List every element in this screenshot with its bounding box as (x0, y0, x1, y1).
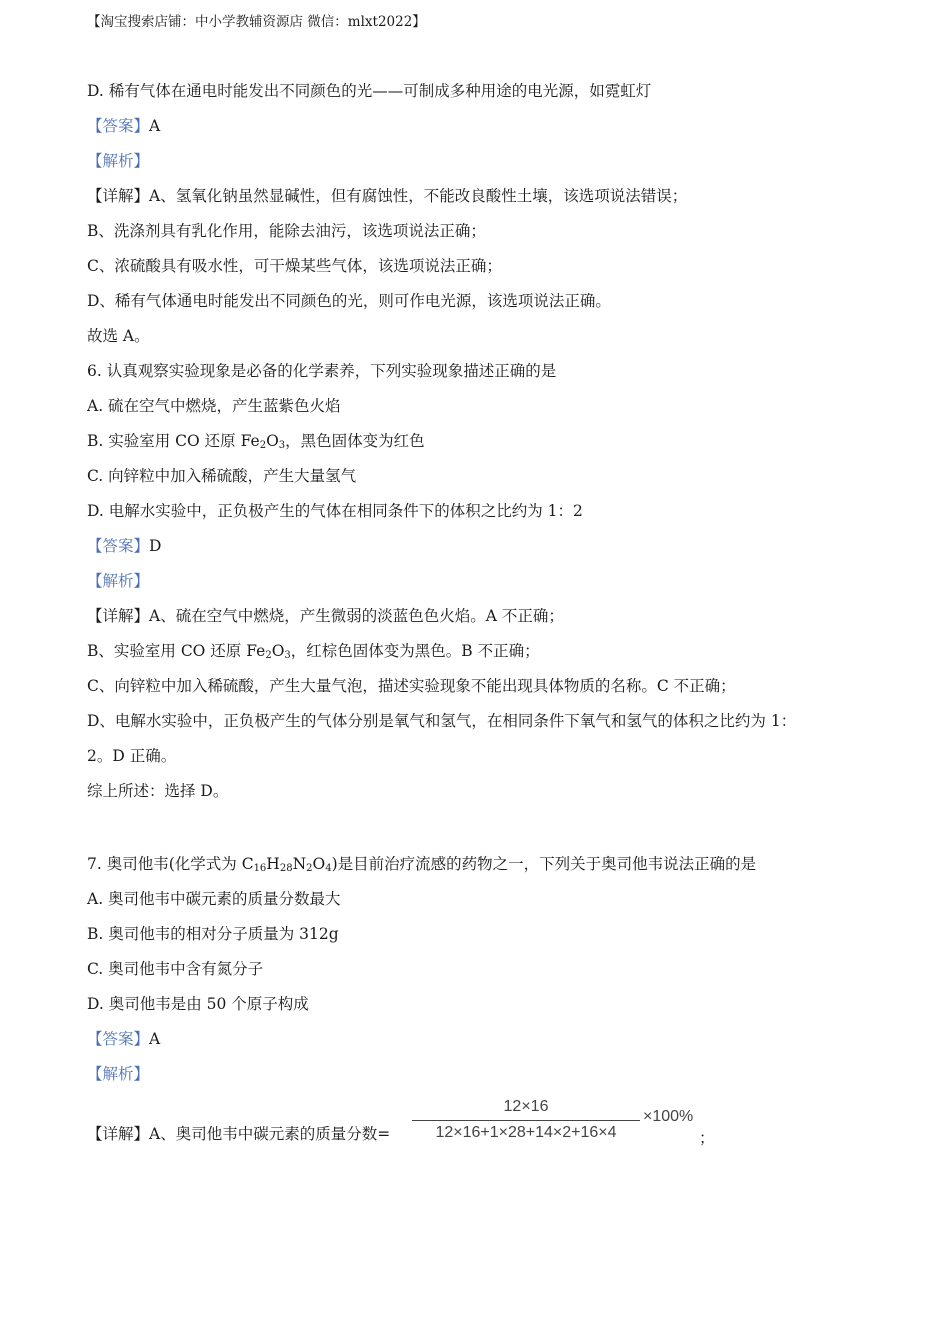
q5-detail-d: D、稀有气体通电时能发出不同颜色的光，则可作电光源，该选项说法正确。 (87, 292, 611, 310)
q7-option-a: A. 奥司他韦中碳元素的质量分数最大 (87, 890, 341, 908)
section-spacer (87, 813, 862, 851)
q7-stem-text: )是目前治疗流感的药物之一，下列关于奥司他韦说法正确的是 (331, 855, 757, 873)
q6-stem: 6. 认真观察实验现象是必备的化学素养，下列实验现象描述正确的是 (87, 362, 557, 380)
q6-option-b-text: O (266, 432, 279, 450)
q6-detail-b-text: ，红棕色固体变为黑色。B 不正确； (290, 642, 540, 660)
formula-percent: ×100% (643, 1108, 694, 1125)
formula-numerator: 12×16 (412, 1096, 640, 1121)
q7-stem-text: O (312, 855, 326, 873)
q5-option-d: D. 稀有气体在通电时能发出不同颜色的光——可制成多种用途的电光源，如霓虹灯 (87, 82, 652, 100)
q6-detail-b-text: O (271, 642, 285, 660)
q6-option-d: D. 电解水实验中，正负极产生的气体在相同条件下的体积之比约为 1：2 (87, 502, 583, 520)
q7-option-d: D. 奥司他韦是由 50 个原子构成 (87, 995, 309, 1013)
q7-detail-a-lead: 【详解】A、奥司他韦中碳元素的质量分数= (87, 1125, 391, 1143)
q6-detail-b-text: B、实验室用 CO 还原 Fe (87, 642, 266, 660)
subscript: 3 (278, 440, 286, 451)
subscript: 2 (265, 650, 272, 661)
q6-option-c: C. 向锌粒中加入稀硫酸，产生大量氢气 (87, 467, 357, 485)
q5-analysis-tag: 【解析】 (87, 152, 150, 170)
q6-detail-c: C、向锌粒中加入稀硫酸，产生大量气泡，描述实验现象不能出现具体物质的名称。C 不正确； (87, 677, 736, 695)
q7-answer (87, 1026, 862, 1061)
q7-detail-a (87, 1096, 862, 1154)
q7-stem-text: 7. 奥司他韦(化学式为 C (87, 855, 254, 873)
q6-option-a: A. 硫在空气中燃烧，产生蓝紫色火焰 (87, 397, 341, 415)
q6-option-b-text: B. 实验室用 CO 还原 Fe (87, 432, 260, 450)
q7-stem (87, 851, 862, 886)
q7-stem-text: N (292, 855, 307, 873)
answer-value: A (149, 117, 161, 135)
answer-tag: 【答案】 (87, 117, 150, 135)
q6-option-b (87, 428, 862, 463)
q6-detail-d-line2: 2。D 正确。 (87, 747, 177, 765)
mass-fraction-formula (412, 1096, 640, 1145)
q7-analysis-tag: 【解析】 (87, 1065, 150, 1083)
answer-tag: 【答案】 (87, 537, 150, 555)
q5-conclusion: 故选 A。 (87, 327, 150, 345)
q7-stem-text: H (266, 855, 280, 873)
subscript: 28 (279, 863, 293, 874)
subscript: 3 (284, 650, 291, 661)
q6-analysis-tag: 【解析】 (87, 572, 150, 590)
answer-value: A (149, 1030, 161, 1048)
document-body (87, 78, 862, 1154)
answer-value: D (149, 537, 162, 555)
q6-conclusion: 综上所述：选择 D。 (87, 782, 229, 800)
subscript: 4 (325, 863, 332, 874)
q6-detail-a: 【详解】A、硫在空气中燃烧，产生微弱的淡蓝色色火焰。A 不正确； (87, 607, 564, 625)
subscript: 2 (306, 863, 313, 874)
q5-answer (87, 113, 862, 148)
q7-option-c: C. 奥司他韦中含有氮分子 (87, 960, 264, 978)
subscript: 16 (253, 863, 267, 874)
q6-answer (87, 533, 862, 568)
q6-option-b-text: ，黑色固体变为红色 (285, 432, 425, 450)
page-header-watermark: 【淘宝搜索店铺：中小学教辅资源店 微信：mlxt2022】 (87, 14, 426, 30)
q6-detail-b (87, 638, 862, 673)
q5-detail-c: C、浓硫酸具有吸水性，可干燥某些气体，该选项说法正确； (87, 257, 502, 275)
formula-tail: ； (699, 1129, 715, 1147)
subscript: 2 (259, 440, 267, 451)
q5-detail-a: 【详解】A、氢氧化钠虽然显碱性，但有腐蚀性，不能改良酸性土壤，该选项说法错误； (87, 187, 688, 205)
q7-option-b: B. 奥司他韦的相对分子质量为 312g (87, 925, 339, 943)
q6-detail-d-line1: D、电解水实验中，正负极产生的气体分别是氧气和氢气，在相同条件下氧气和氢气的体积之比约为 1： (87, 712, 797, 730)
formula-denominator: 12×16+1×28+14×2+16×4 (435, 1124, 617, 1141)
answer-tag: 【答案】 (87, 1030, 150, 1048)
q5-detail-b: B、洗涤剂具有乳化作用，能除去油污，该选项说法正确； (87, 222, 486, 240)
